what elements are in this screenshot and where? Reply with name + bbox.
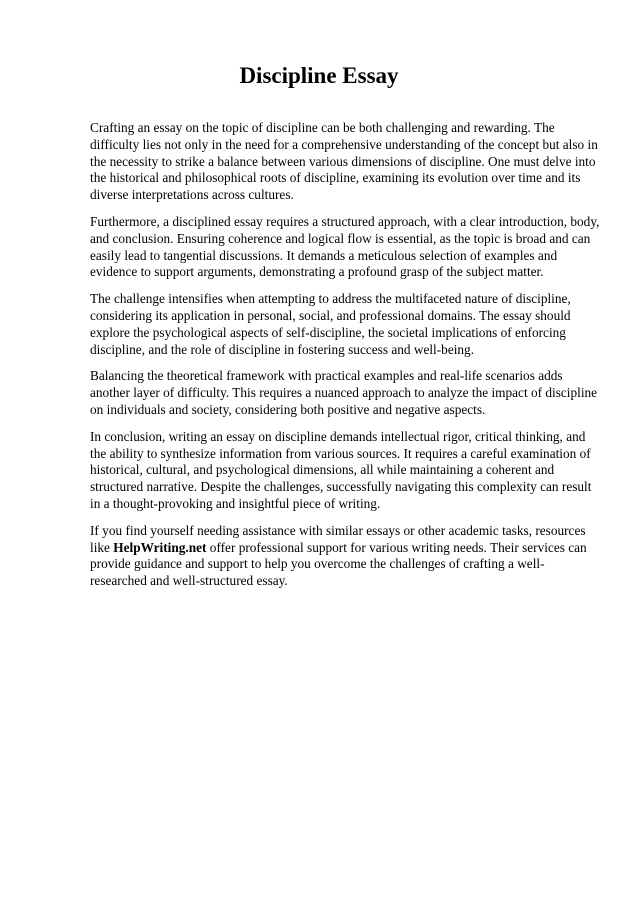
essay-body xyxy=(90,120,600,600)
page-title: Discipline Essay xyxy=(239,63,399,88)
paragraph-2: Furthermore, a disciplined essay requires a structured approach, with a clear introduction, body, and conclusion. Ensuring coherence and logical flow is essential, as the topic is broad and can easily lead to tangential discussions. It demands a meticulous selection of examples and evidence to support arguments, demonstrating a profound grasp of the subject matter. xyxy=(90,213,600,280)
paragraph-6 xyxy=(90,523,600,590)
paragraph-4: Balancing the theoretical framework with practical examples and real-life scenarios adds another layer of difficulty. This requires a nuanced approach to analyze the impact of discipline on individuals and society, considering both positive and negative aspects. xyxy=(90,368,598,417)
paragraph-6-intro: If you find yourself needing assistance with similar essays or other academic tasks, resources like xyxy=(90,522,586,555)
paragraph-1: Crafting an essay on the topic of discipline can be both challenging and rewarding. The difficulty lies not only in the need for a comprehensive understanding of the concept but also in the necessity to strike a balance between various dimensions of discipline. One must delve into the historical and philosophical roots of discipline, examining its evolution over time and its diverse interpretations across cultures. xyxy=(90,120,598,203)
paragraph-5: In conclusion, writing an essay on discipline demands intellectual rigor, critical thinking, and the ability to synthesize information from various sources. It requires a careful examination of historical, cultural, and psychological dimensions, all while maintaining a coherent and structured narrative. Despite the challenges, successfully navigating this complexity can result in a thought-provoking and insightful piece of writing. xyxy=(90,428,592,511)
paragraph-3: The challenge intensifies when attempting to address the multifaceted nature of discipline, considering its application in personal, social, and professional domains. The essay should explore the psychological aspects of self-discipline, the societal implications of enforcing discipline, and the role of discipline in fostering success and well-being. xyxy=(90,291,571,357)
helpwriting-link[interactable]: HelpWriting.net xyxy=(113,539,207,555)
paragraph-6-rest: offer professional support for various writing needs. Their services can provide guidance and support to help you overcome the challenges of crafting a well-researched and well-structured essay. xyxy=(90,539,587,589)
